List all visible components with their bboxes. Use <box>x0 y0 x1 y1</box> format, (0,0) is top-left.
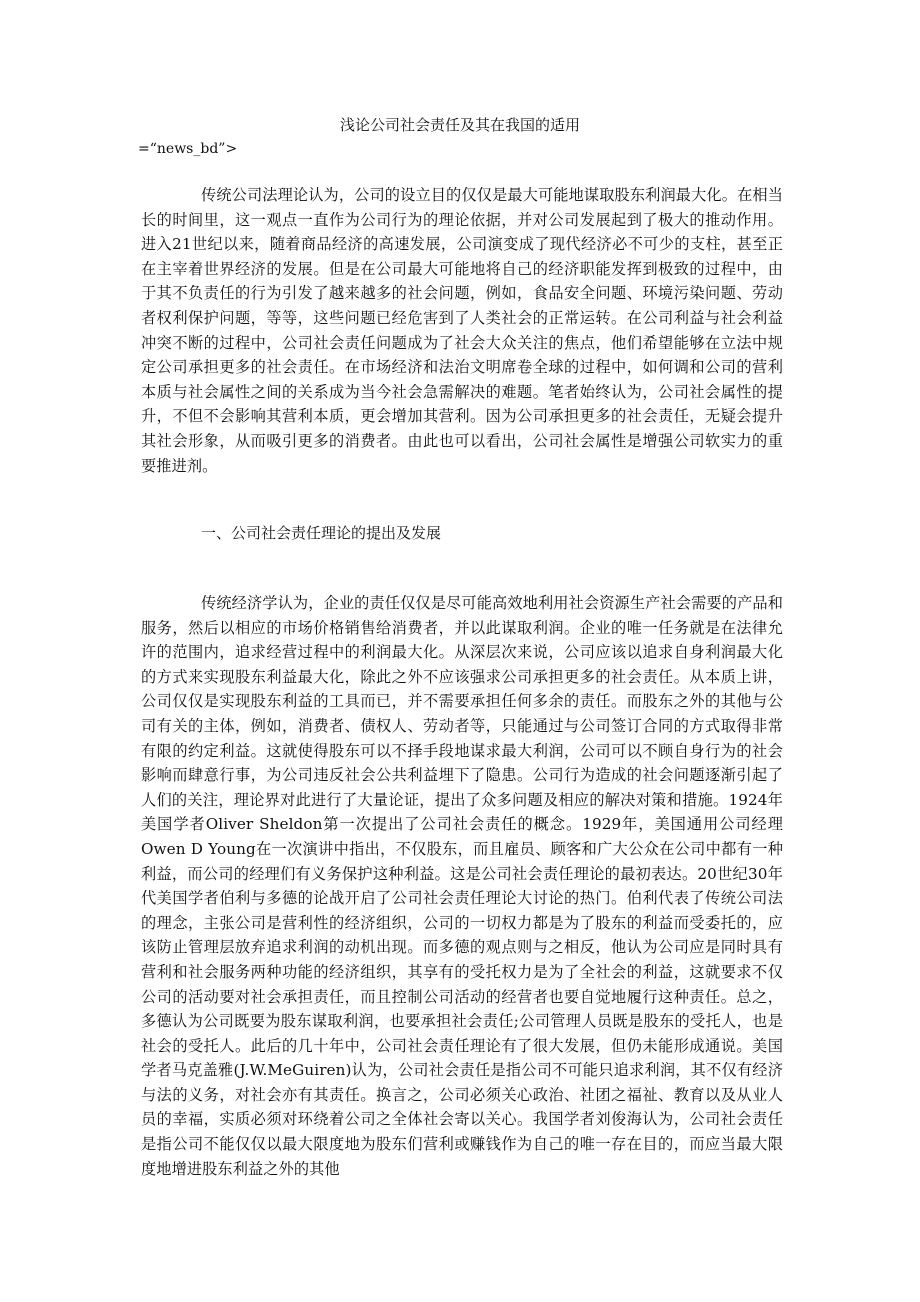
section-paragraph: 传统经济学认为，企业的责任仅仅是尽可能高效地利用社会资源生产社会需要的产品和服务，然后以相应的市场价格销售给消费者，并以此谋取利润。企业的唯一任务就是在法律允许的范围内，追求经营过程中的利润最大化。从深层次来说，公司应该以追求自身利润最大化的方式来实现股东利益最大化，除此之外不应该强求公司承担更多的社会责任。从本质上讲，公司仅仅是实现股东利益的工具而已，并不需要承担任何多余的责任。而股东之外的其他与公司有关的主体，例如，消费者、债权人、劳动者等，只能通过与公司签订合同的方式取得非常有限的约定利益。这就使得股东可以不择手段地谋求最大利润，公司可以不顾自身行为的社会影响而肆意行事，为公司违反社会公共利益埋下了隐患。公司行为造成的社会问题逐渐引起了人们的关注，理论界对此进行了大量论证，提出了众多问题及相应的解决对策和措施。1924年美国学者Oliver Sheldon第一次提出了公司社会责任的概念。1929年，美国通用公司经理Owen D Young在一次演讲中指出，不仅股东，而且雇员、顾客和广大公众在公司中都有一种利益，而公司的经理们有义务保护这种利益。这是公司社会责任理论的最初表达。20世纪30年代美国学者伯利与多德的论战开启了公司社会责任理论大讨论的热门。伯利代表了传统公司法的理念，主张公司是营利性的经济组织，公司的一切权力都是为了股东的利益而受委托的，应该防止管理层放弃追求利润的动机出现。而多德的观点则与之相反，他认为公司应是同时具有营利和社会服务两种功能的经济组织，其享有的受托权力是为了全社会的利益，这就要求不仅公司的活动要对社会承担责任，而且控制公司活动的经营者也要自觉地履行这种责任。总之，多德认为公司既要为股东谋取利润，也要承担社会责任;公司管理人员既是股东的受托人，也是社会的受托人。此后的几十年中，公司社会责任理论有了很大发展，但仍未能形成通说。美国学者马克盖雅(J.W.MeGuiren)认为，公司社会责任是指公司不可能只追求利润，其不仅有经济与法的义务，对社会亦有其责任。换言之，公司必须关心政治、社团之福祉、教育以及从业人员的幸福，实质必须对环绕着公司之全体社会寄以关心。我国学者刘俊海认为，公司社会责任是指公司不能仅仅以最大限度地为股东们营利或赚钱作为自己的唯一存在目的，而应当最大限度地增进股东利益之外的其他 <box>141 594 783 1178</box>
intro-paragraph: 传统公司法理论认为，公司的设立目的仅仅是最大可能地谋取股东利润最大化。在相当长的时间里，这一观点一直作为公司行为的理论依据，并对公司发展起到了极大的推动作用。进入21世纪以来，随着商品经济的高速发展，公司演变成了现代经济必不可少的支柱，甚至正在主宰着世界经济的发展。但是在公司最大可能地将自己的经济职能发挥到极致的过程中，由于其不负责任的行为引发了越来越多的社会问题，例如，食品安全问题、环境污染问题、劳动者权利保护问题，等等，这些问题已经危害到了人类社会的正常运转。在公司利益与社会利益冲突不断的过程中，公司社会责任问题成为了社会大众关注的焦点，他们希望能够在立法中规定公司承担更多的社会责任。在市场经济和法治文明席卷全球的过程中，如何调和公司的营利本质与社会属性之间的关系成为当今社会急需解决的难题。笔者始终认为，公司社会属性的提升，不但不会影响其营利本质，更会增加其营利。因为公司承担更多的社会责任，无疑会提升其社会形象，从而吸引更多的消费者。由此也可以看出，公司社会属性是增强公司软实力的重要推进剂。 <box>141 186 783 475</box>
section-heading: 一、公司社会责任理论的提出及发展 <box>201 524 442 542</box>
stray-code-fragment: =“news_bd”> <box>138 141 238 157</box>
document-title: 浅论公司社会责任及其在我国的适用 <box>339 116 580 134</box>
